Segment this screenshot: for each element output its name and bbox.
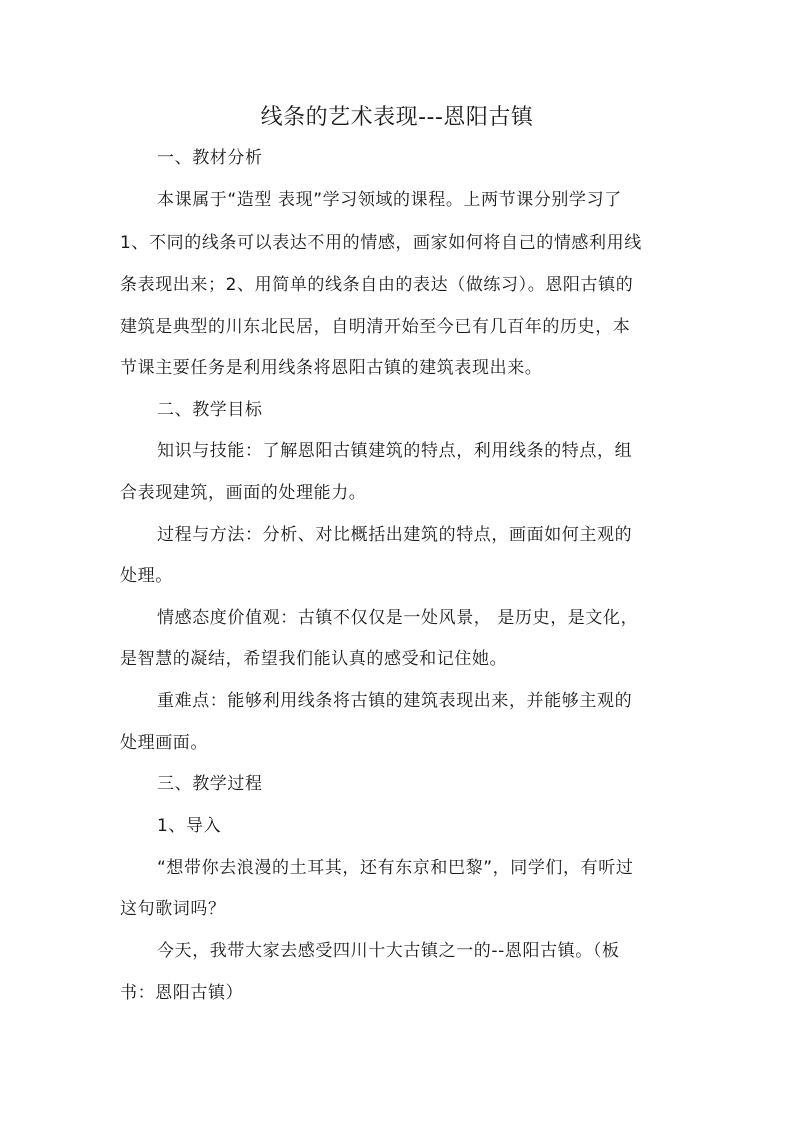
paragraph-line: 建筑是典型的川东北民居，自明清开始至今已有几百年的历史，本 [120,317,631,337]
paragraph-line: 重难点：能够利用线条将古镇的建筑表现出来，并能够主观的 [157,691,633,711]
subsection-heading-intro: 1、导入 [157,816,222,836]
paragraph-line: 本课属于“造型 表现”学习领域的课程。上两节课分别学习了 [157,190,622,210]
paragraph-line: 过程与方法：分析、对比概括出建筑的特点，画面如何主观的 [157,525,633,545]
paragraph-line: 这句歌词吗？ [120,899,226,919]
paragraph-line: 处理。 [120,566,173,586]
paragraph-line: 节课主要任务是利用线条将恩阳古镇的建筑表现出来。 [120,358,543,378]
section-heading-process: 三、教学过程 [157,774,263,794]
paragraph-line: 条表现出来；2、用简单的线条自由的表达（做练习）。恩阳古镇的 [120,275,634,295]
paragraph-line: 1、不同的线条可以表达不用的情感，画家如何将自己的情感利用线 [120,233,642,253]
section-heading-goals: 二、教学目标 [157,400,263,420]
paragraph-line: 书：恩阳古镇） [120,983,244,1003]
paragraph-line: 是智慧的凝结，希望我们能认真的感受和记住她。 [120,649,508,669]
paragraph-line: 今天，我带大家去感受四川十大古镇之一的--恩阳古镇。（板 [157,941,620,961]
section-heading-materials: 一、教材分析 [157,148,263,168]
document-title: 线条的艺术表现---恩阳古镇 [260,105,534,130]
paragraph-line: 情感态度价值观：古镇不仅仅是一处风景， 是历史，是文化， [157,608,639,628]
paragraph-line: 合表现建筑，画面的处理能力。 [120,483,367,503]
paragraph-line: 知识与技能：了解恩阳古镇建筑的特点，利用线条的特点，组 [157,441,633,461]
paragraph-line: 处理画面。 [120,733,208,753]
paragraph-line: “想带你去浪漫的土耳其，还有东京和巴黎”，同学们，有听过 [157,858,634,878]
